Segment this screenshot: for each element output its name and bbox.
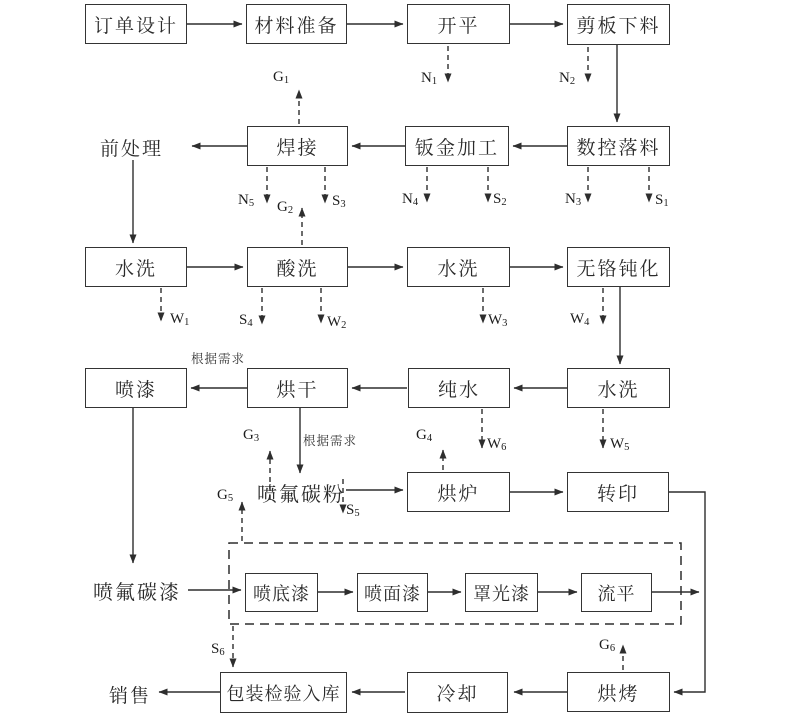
label-pretreatment: 前处理 [100,139,164,160]
node-pure-water: 纯水 [408,368,510,408]
node-baking: 烘烤 [567,672,670,712]
flow-label-s2: $S_2$ [493,191,507,208]
flow-label-s1: $S_1$ [655,192,669,209]
flow-label-g2: $G_2$ [277,199,294,216]
flow-label-g6: $G_6$ [599,637,616,654]
label-spray-fluorocarbon-paint: 喷氟碳漆 [93,582,181,604]
flow-label-s4: $S_4$ [239,312,253,329]
node-spray-topcoat: 喷面漆 [357,573,428,612]
node-flattening: 开平 [407,4,510,44]
node-material-prep: 材料准备 [246,4,347,44]
node-packing-inspection-storage: 包装检验入库 [220,672,347,713]
node-spray-paint: 喷漆 [85,368,187,408]
flow-label-n3: $N_3$ [565,191,582,208]
node-welding: 焊接 [247,126,348,166]
annotation-as-needed-2: 根据需求 [303,434,358,448]
node-clear-coat: 罩光漆 [465,573,538,612]
flow-label-n2: $N_2$ [559,70,576,87]
flow-label-w5: $W_5$ [610,436,630,453]
node-passivation: 无铬钝化 [567,247,670,287]
node-cnc-blanking: 数控落料 [567,126,670,166]
node-cooling: 冷却 [407,672,508,713]
node-sheet-metal: 钣金加工 [405,126,509,166]
flow-label-g1: $G_1$ [273,69,290,86]
node-acid-wash: 酸洗 [247,247,348,287]
flow-label-n1: $N_1$ [421,70,438,87]
node-water-wash-2: 水洗 [407,247,510,287]
flow-label-w2: $W_2$ [327,314,347,331]
node-leveling: 流平 [581,573,652,612]
flow-label-w3: $W_3$ [488,312,508,329]
flow-label-s6: $S_6$ [211,641,225,658]
node-order-design: 订单设计 [85,4,187,44]
node-water-wash-1: 水洗 [85,247,187,287]
flow-label-g5: $G_5$ [217,487,234,504]
node-oven: 烘炉 [407,472,510,512]
flow-label-s5: $S_5$ [346,502,360,519]
annotation-as-needed-1: 根据需求 [191,352,246,366]
flow-label-w1: $W_1$ [170,311,190,328]
label-spray-fluorocarbon-powder: 喷氟碳粉 [257,484,345,506]
flow-label-n4: $N_4$ [402,191,419,208]
node-water-wash-3: 水洗 [567,368,670,408]
flow-label-s3: $S_3$ [332,193,346,210]
flow-label-g4: $G_4$ [416,427,433,444]
flow-label-w6: $W_6$ [487,436,507,453]
node-spray-primer: 喷底漆 [245,573,318,612]
flow-label-g3: $G_3$ [243,427,260,444]
node-transfer-print: 转印 [567,472,669,512]
flow-label-w4: $W_4$ [570,311,590,328]
label-sales: 销售 [109,686,152,707]
node-drying: 烘干 [247,368,348,408]
flow-label-n5: $N_5$ [238,192,255,209]
node-plate-shearing: 剪板下料 [567,4,670,45]
